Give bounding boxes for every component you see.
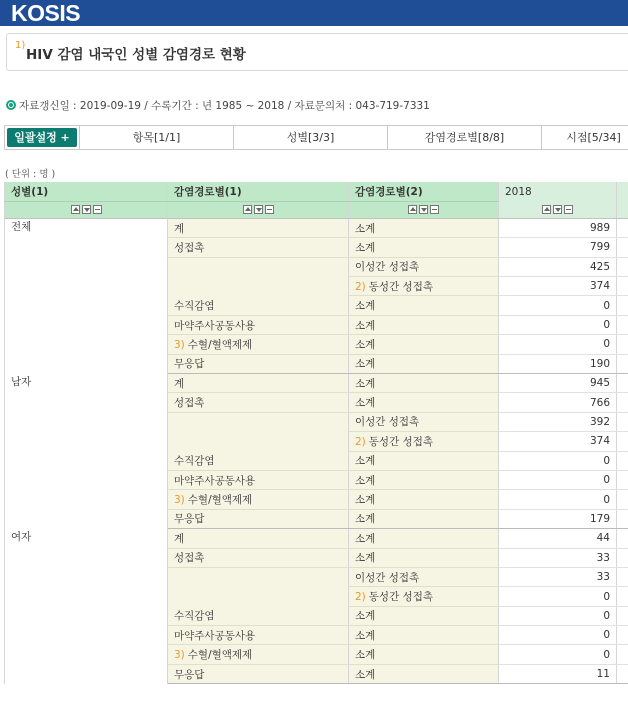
route-2-label: 소계: [355, 668, 376, 681]
setting-tabbar: [4, 125, 628, 150]
cell-edge: [617, 606, 628, 625]
cell-value-2018: 0: [499, 490, 617, 509]
cell-route-1: [168, 335, 349, 354]
tab-period[interactable]: 시점[5/34]: [541, 126, 628, 149]
cell-route-1: [168, 432, 349, 451]
cell-edge: [617, 393, 628, 412]
route-2-label: 소계: [355, 494, 376, 507]
sort-controls-route-2: [349, 201, 499, 218]
table-body: [5, 218, 628, 683]
cell-edge: [617, 238, 628, 257]
route-2-label: 소계: [355, 377, 376, 390]
collapse-icon[interactable]: [265, 205, 274, 214]
cell-edge: [617, 451, 628, 470]
route-2-label: 소계: [355, 455, 376, 468]
cell-route-1: [168, 567, 349, 586]
cell-value-2018: 33: [499, 567, 617, 586]
cell-route-1: [168, 606, 349, 625]
cell-value-2018: 0: [499, 335, 617, 354]
cell-value-2018: 989: [499, 218, 617, 237]
cell-route-2: [349, 509, 499, 528]
cell-route-1: [168, 218, 349, 237]
cell-route-2: [349, 393, 499, 412]
footnote-marker[interactable]: 2): [355, 280, 366, 293]
cell-route-1: [168, 238, 349, 257]
route-1-label: 수직감염: [174, 610, 215, 623]
cell-route-1: [168, 374, 349, 393]
route-2-label: 소계: [355, 300, 376, 313]
brand-logo[interactable]: KOSIS: [11, 0, 81, 26]
cell-route-2: [349, 296, 499, 315]
route-1-label: 수혈/혈액제제: [187, 649, 253, 662]
sort-down-icon[interactable]: [419, 205, 428, 214]
route-1-label: 무응답: [174, 668, 205, 681]
cell-route-2: [349, 374, 499, 393]
route-2-label: 소계: [355, 222, 376, 235]
route-1-label: 수직감염: [174, 455, 215, 468]
title-box: [6, 33, 628, 71]
cell-route-2: [349, 218, 499, 237]
route-2-label: 이성간 성접촉: [355, 416, 420, 429]
cell-value-2018: 0: [499, 645, 617, 664]
header-route-1[interactable]: 감염경로별(1): [168, 182, 349, 201]
cell-route-2: [349, 315, 499, 334]
cell-edge: [617, 335, 628, 354]
route-1-label: 성접촉: [174, 241, 205, 254]
cell-route-1: [168, 490, 349, 509]
cell-route-1: [168, 664, 349, 683]
cell-sex: 여자: [5, 529, 168, 684]
route-2-label: 이성간 성접촉: [355, 261, 420, 274]
cell-value-2018: 0: [499, 470, 617, 489]
cell-route-1: [168, 645, 349, 664]
sort-down-icon[interactable]: [553, 205, 562, 214]
cell-route-2: [349, 664, 499, 683]
sort-controls-route-1: [168, 201, 349, 218]
footnote-marker[interactable]: 3): [174, 494, 185, 507]
cell-edge: [617, 374, 628, 393]
route-1-label: 무응답: [174, 513, 205, 526]
route-1-label: 마약주사공동사용: [174, 474, 256, 487]
cell-edge: [617, 587, 628, 606]
cell-route-1: [168, 393, 349, 412]
cell-value-2018: 374: [499, 432, 617, 451]
route-2-label: 소계: [355, 241, 376, 254]
cell-value-2018: 179: [499, 509, 617, 528]
cell-route-2: [349, 335, 499, 354]
cell-route-2: [349, 257, 499, 276]
table-row: [5, 529, 628, 548]
info-bullet-icon: [6, 100, 16, 110]
sort-up-icon[interactable]: [408, 205, 417, 214]
route-2-label: 소계: [355, 474, 376, 487]
header-route-2[interactable]: 감염경로별(2): [349, 182, 499, 201]
cell-value-2018: 0: [499, 587, 617, 606]
cell-value-2018: 0: [499, 626, 617, 645]
cell-edge: [617, 664, 628, 683]
route-2-label: 소계: [355, 397, 376, 410]
cell-edge: [617, 626, 628, 645]
sort-down-icon[interactable]: [82, 205, 91, 214]
cell-route-1: [168, 257, 349, 276]
header-year-2018[interactable]: 2018: [499, 182, 617, 201]
cell-route-1: [168, 509, 349, 528]
collapse-icon[interactable]: [430, 205, 439, 214]
cell-value-2018: 945: [499, 374, 617, 393]
route-1-label: 마약주사공동사용: [174, 319, 256, 332]
cell-edge: [617, 277, 628, 296]
route-2-label: 동성간 성접촉: [368, 280, 433, 293]
collapse-icon[interactable]: [93, 205, 102, 214]
cell-edge: [617, 218, 628, 237]
tab-sex[interactable]: 성별[3/3]: [233, 126, 387, 149]
sort-controls-year: [499, 201, 617, 218]
footnote-marker[interactable]: 2): [355, 435, 366, 448]
cell-route-1: [168, 470, 349, 489]
cell-route-2: [349, 606, 499, 625]
route-1-label: 계: [174, 377, 185, 390]
cell-route-1: [168, 626, 349, 645]
cell-value-2018: 766: [499, 393, 617, 412]
bulk-setting-button[interactable]: 일괄설정 +: [7, 128, 77, 147]
unit-label: ( 단위 : 명 ): [5, 169, 56, 180]
cell-value-2018: 33: [499, 548, 617, 567]
cell-edge: [617, 509, 628, 528]
cell-route-1: [168, 354, 349, 373]
cell-route-2: [349, 470, 499, 489]
route-1-label: 계: [174, 532, 185, 545]
cell-sex: 전체: [5, 218, 168, 373]
cell-route-2: [349, 645, 499, 664]
cell-edge: [617, 548, 628, 567]
cell-sex: 남자: [5, 374, 168, 529]
cell-value-2018: 0: [499, 451, 617, 470]
cell-route-2: [349, 587, 499, 606]
cell-value-2018: 0: [499, 315, 617, 334]
cell-edge: [617, 257, 628, 276]
route-2-label: 소계: [355, 629, 376, 642]
cell-route-2: [349, 238, 499, 257]
cell-route-2: [349, 548, 499, 567]
route-1-label: 계: [174, 222, 185, 235]
data-table: [4, 182, 628, 684]
cell-edge: [617, 296, 628, 315]
cell-route-2: [349, 567, 499, 586]
header-sex[interactable]: 성별(1): [5, 182, 168, 201]
cell-edge: [617, 412, 628, 431]
table-row: [5, 374, 628, 393]
title-footnote-marker[interactable]: 1): [15, 40, 26, 51]
cell-edge: [617, 529, 628, 548]
route-1-label: 수직감염: [174, 299, 215, 312]
cell-route-1: [168, 529, 349, 548]
sort-down-icon[interactable]: [254, 205, 263, 214]
cell-route-1: [168, 412, 349, 431]
route-2-label: 동성간 성접촉: [368, 435, 433, 448]
cell-route-2: [349, 354, 499, 373]
route-2-label: 소계: [355, 358, 376, 371]
footnote-marker[interactable]: 3): [174, 338, 185, 351]
cell-edge: [617, 432, 628, 451]
sort-controls-sex: [5, 201, 168, 218]
tab-infection-route[interactable]: 감염경로별[8/8]: [387, 126, 541, 149]
cell-route-2: [349, 451, 499, 470]
route-2-label: 동성간 성접촉: [368, 591, 433, 603]
cell-value-2018: 0: [499, 296, 617, 315]
info-line: [6, 98, 430, 113]
cell-value-2018: 0: [499, 606, 617, 625]
cell-route-2: [349, 490, 499, 509]
cell-value-2018: 190: [499, 354, 617, 373]
cell-value-2018: 392: [499, 412, 617, 431]
route-1-label: 성접촉: [174, 552, 205, 565]
route-1-label: 마약주사공동사용: [174, 629, 256, 642]
route-1-label: 무응답: [174, 358, 205, 371]
route-2-label: 이성간 성접촉: [355, 571, 420, 584]
cell-route-2: [349, 412, 499, 431]
cell-route-1: [168, 296, 349, 315]
route-2-label: 소계: [355, 552, 376, 565]
footnote-marker[interactable]: 3): [174, 649, 185, 662]
cell-value-2018: 44: [499, 529, 617, 548]
cell-route-2: [349, 432, 499, 451]
cell-route-1: [168, 315, 349, 334]
route-1-label: 수혈/혈액제제: [187, 494, 253, 507]
sort-controls-edge: [617, 201, 628, 218]
route-1-label: 수혈/혈액제제: [187, 338, 253, 351]
info-text: 자료갱신일 : 2019-09-19 / 수록기간 : 년 1985 ~ 2018 / 자료문의처 : 043-719-7331: [19, 100, 430, 112]
page-title: HIV 감염 내국인 성별 감염경로 현황: [26, 47, 246, 63]
route-2-label: 소계: [355, 649, 376, 662]
cell-edge: [617, 645, 628, 664]
cell-route-1: [168, 587, 349, 606]
collapse-icon[interactable]: [564, 205, 573, 214]
cell-edge: [617, 490, 628, 509]
sort-up-icon[interactable]: [243, 205, 252, 214]
cell-route-2: [349, 277, 499, 296]
cell-value-2018: 799: [499, 238, 617, 257]
cell-route-1: [168, 548, 349, 567]
cell-edge: [617, 354, 628, 373]
header-edge: [617, 182, 628, 201]
route-2-label: 소계: [355, 338, 376, 351]
route-2-label: 소계: [355, 513, 376, 526]
cell-edge: [617, 315, 628, 334]
route-2-label: 소계: [355, 532, 376, 545]
cell-route-2: [349, 529, 499, 548]
sort-up-icon[interactable]: [71, 205, 80, 214]
cell-route-2: [349, 626, 499, 645]
cell-value-2018: 425: [499, 257, 617, 276]
cell-route-1: [168, 277, 349, 296]
footnote-marker[interactable]: 2): [355, 591, 366, 603]
cell-edge: [617, 470, 628, 489]
route-2-label: 소계: [355, 610, 376, 623]
cell-value-2018: 11: [499, 664, 617, 683]
cell-edge: [617, 567, 628, 586]
top-bar: [0, 0, 628, 26]
tab-item[interactable]: 항목[1/1]: [79, 126, 233, 149]
route-2-label: 소계: [355, 319, 376, 332]
table-row: [5, 218, 628, 237]
route-1-label: 성접촉: [174, 397, 205, 410]
sort-up-icon[interactable]: [542, 205, 551, 214]
sort-controls-row: [5, 201, 628, 218]
cell-value-2018: 374: [499, 277, 617, 296]
cell-route-1: [168, 451, 349, 470]
